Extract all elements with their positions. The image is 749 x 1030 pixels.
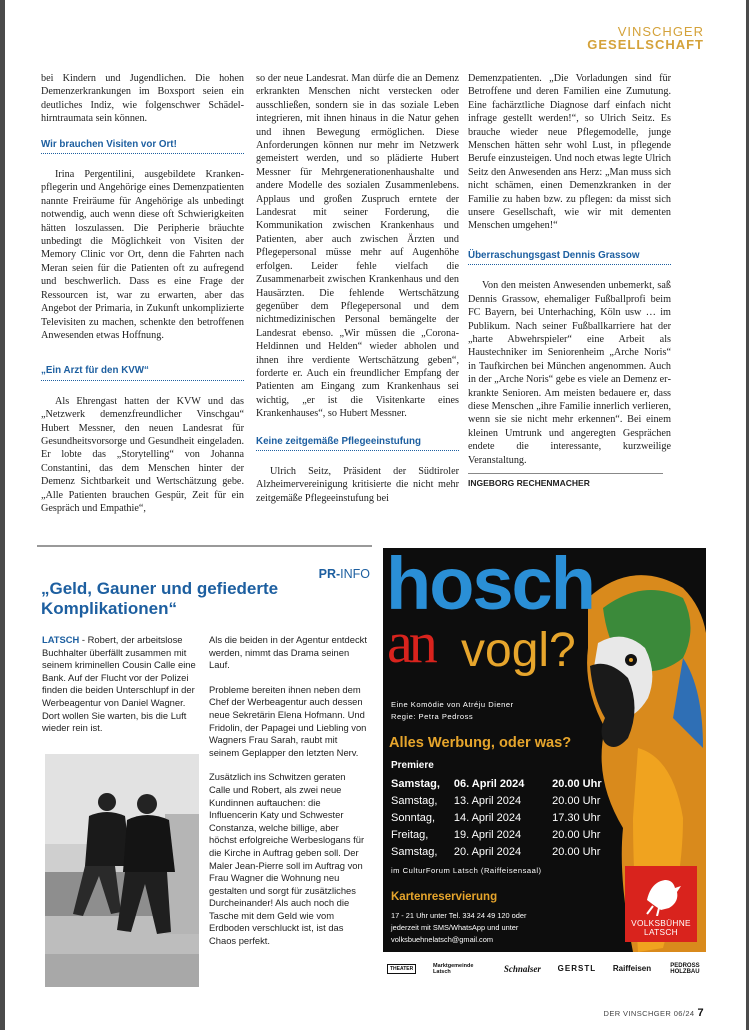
ad-title-vogl: vogl? — [461, 624, 576, 677]
pr-paragraph — [42, 634, 200, 735]
paragraph: Demenzpatienten. „Die Vorladungen sind für Betroffene und deren Familien eine Zumutung. Eine fachärztliche Diagnose darf einfach nicht infrage gestellt werden!“, so Ulrich Seitz. Es brauche wieder neue Pflegemodelle, junge Menschen hätten sehr wohl Lust, in pflegende Berufe einzusteigen. Und noch etwas legte Ulrich Seitz den Anwesenden ans Herz: „Man muss sich nicht schämen, einen Demenzkranken in der Familie zu haben bzw. zu pflegen: da misst sich unsere Gesellschaft, wie wir mit dementen Menschen umgehen!“ — [468, 73, 671, 232]
actors-photo — [45, 754, 199, 987]
sponsor-theater-logo: THEATER — [387, 964, 416, 974]
pr-tag-bold: PR- — [318, 567, 341, 581]
section-header-bottom: GESELLSCHAFT — [587, 37, 704, 52]
ad-date: 20. April 2024 — [453, 846, 522, 858]
ad-info-line: jederzeit mit SMS/WhatsApp und unter — [391, 923, 519, 932]
ad-day: Freitag, — [391, 829, 429, 841]
pr-paragraph: Als die beiden in der Agentur entdeckt werden, nimmt das Drama seinen Lauf. — [209, 634, 367, 671]
theatre-advertisement — [383, 548, 706, 985]
ad-date: 14. April 2024 — [453, 812, 522, 824]
ad-date: 13. April 2024 — [453, 795, 522, 807]
pr-paragraph: Zusätzlich ins Schwitzen geraten Calle und Robert, als zwei neue Kundinnen auftauchen: die Influencerin Katy und Schwester Constanza, welche billige, aber höchst erfolgreiche Werbeslogans für die Kirche in Auftrag geben soll. Der Maler Jean-Pierre soll im Auftrag von Frau Wagner die Wohnung neu gestalten und sorgt für zusätzliches Durcheinander! Als auch noch die Tasche mit dem Geld wie vom Erdboden verschluckt ist, ist das Chaos perfekt. — [209, 771, 365, 947]
pr-info-box — [37, 545, 372, 990]
section-header-top: VINSCHGER — [617, 24, 704, 39]
pr-column-2 — [209, 634, 367, 960]
volksbuehne-logo — [625, 866, 697, 942]
ad-time: 17.30 Uhr — [552, 812, 601, 824]
paragraph: Irina Pergentilini, ausgebildete Krankenpflegerin und Angehörige eines Demenzpatienten nannte Freiräume für Angehörige als unbedingt notwendig, auch wenn diese oft Schwierigkeiten hätten loszulassen. Die Peripherie bräuchte unbedingt die Möglichkeit von Visiten der Memory Clinic vor Ort, denn die Fahrten nach Meran seien für die Patienten oft zu aufregend und beschwerlich. Dass es eine Frage der Ressourcen ist, war zu erwarten, aber das Angebot der Primaria, in Zukunft unkomplizierte Televisiten zu machen, schenkte den betroffenen Anwesenden etwas Hoffnung. — [41, 169, 244, 341]
footer-label: DER VINSCHGER 06/24 — [603, 1009, 695, 1018]
ad-day: Samstag, — [391, 795, 438, 807]
ad-date-row — [391, 810, 611, 827]
ad-info-line: volksbuehnelatsch@gmail.com — [391, 935, 493, 944]
dateline: LATSCH — [42, 634, 80, 645]
ad-time: 20.00 Uhr — [552, 846, 601, 858]
ad-date-row — [391, 844, 611, 861]
magazine-page — [5, 0, 746, 1030]
ad-day: Sonntag, — [391, 812, 436, 824]
ad-date-row — [391, 776, 611, 793]
ad-reservation-heading: Kartenreservierung — [391, 891, 498, 903]
sponsor-schnalser-logo: Schnalser — [503, 963, 541, 974]
page-number: 7 — [697, 1007, 704, 1019]
paragraph: so der neue Landesrat. Man dürfe die an Demenz erkrankten Menschen nicht verstecken oder ausschließen, sondern sie in das soziale Leben integrieren, mit ihnen hinaus in die Natur gehen und ihnen Bewegung ermöglichen. Diese Anforderungen können nur mehr im Netzwerk gemeistert werden, und so plädierte Hubert Messner für Mehrgenerationenhaushalte und andere Modelle des sozialen Zusammenlebens. Applaus und großen Zuspruch erntete der Landesrat mit seiner Forderung, die Kommunikation zwischen Krankenhaus und Patienten, aber auch zwischen Ärzten und Pflegepersonal müsse mehr auf Augenhöhe erfolgen. Leider fehle vielfach die Zusammenarbeit zwischen Krankenhaus und den Hausärzten. Die fehlende Wertschätzung gegenüber dem Pflegepersonal und dem nichtmedizinischen Personal bemängelte der Landesrat ebenso. „Wir müssen die „Corona-Heldinnen und Helden“ wieder abholen und ihnen ihre verdiente Wertschätzung geben“, forderte er. Auch ein freundlicher Empfang der Patienten am Eingang zum Krankenhaus sei wichtig, „er ist die Visitenkarte eines Krankenhauses“, so Hubert Messner. — [256, 73, 459, 420]
actors-photo-image — [45, 754, 199, 987]
article-column-1 — [41, 72, 244, 515]
paragraph: Von den meisten Anwesenden unbemerkt, saß Dennis Grassow, ehemaliger Fußballprofi beim FC Bayern, bei Unterhaching, Köln usw … im Publikum. Nach seiner Fußballkarriere hat der „harte Abwehrspieler“ eine Arbeit als Haustechniker im Seniorenheim „Arche Noris“ in Taufkirchen bei München angenommen. Auch in der „Arche Noris“ gebe es viele an Demenz erkrankte Senioren. Am meisten bedauere er, dass diese Menschen „ihre Familie innerlich verlieren, wenn sie sie nicht mehr erkennen“. Bei einem kleinen Umtrunk und angeregten Gesprächen endete die interessante, kurzweilige Veranstaltung. — [468, 280, 671, 466]
volksbuehne-text — [625, 919, 697, 937]
bird-icon — [625, 870, 697, 916]
article-column-2 — [256, 72, 459, 505]
pr-title: „Geld, Gauner und gefiederte Komplikationen“ — [41, 579, 279, 618]
ad-info-line: 17 - 21 Uhr unter Tel. 334 24 49 120 oder — [391, 911, 527, 920]
author-byline: INGEBORG RECHENMACHER — [468, 473, 663, 490]
sponsor-gerstl-logo: GERSTL — [557, 964, 597, 973]
ad-date-row — [391, 793, 611, 810]
sponsor-raiffeisen-logo: Raiffeisen — [612, 964, 652, 973]
ad-date-row — [391, 827, 611, 844]
vb-line1: VOLKSBÜHNE — [631, 918, 691, 928]
pr-paragraph: Probleme bereiten ihnen neben dem Chef der Werbeagentur auch dessen neue Sekretärin Elena Hofmann. Und Fridolin, der Papagei und Liebling von Wagners Frau Sarah, raubt mit seinem Geplapper den letzten Nerv. — [209, 683, 367, 758]
page-footer — [604, 1007, 705, 1019]
ad-subtitle: Alles Werbung, oder was? — [389, 735, 572, 751]
ad-dates-list — [391, 776, 611, 861]
article-column-3 — [468, 72, 671, 490]
ad-time: 20.00 Uhr — [552, 829, 601, 841]
ad-title-an: an — [387, 610, 434, 675]
sponsor-bar — [383, 952, 706, 985]
ad-comedy-credit: Eine Komödie von Atréju Diener — [391, 700, 514, 709]
paragraph: bei Kindern und Jugendlichen. Die hohen Demenzerkrankungen im Boxsport seien ein deutliches Indiz, wie folgenschwer Schädelhirntraumata sein können. — [41, 73, 244, 125]
ad-date: 06. April 2024 — [453, 778, 525, 790]
ad-venue: im CulturForum Latsch (Raiffeisensaal) — [391, 866, 542, 875]
subheading: Keine zeitgemäße Pflegeeinstufung — [256, 427, 459, 451]
ad-day: Samstag, — [391, 846, 438, 858]
ad-premiere-label: Premiere — [391, 760, 434, 771]
paragraph: Ulrich Seitz, Präsident der Südtiroler Alzheimervereinigung kritisierte die nicht mehr zeitgemäße Pflegeeinstufung bei — [256, 465, 459, 504]
ad-date: 19. April 2024 — [453, 829, 522, 841]
pr-tag-light: INFO — [340, 567, 370, 581]
ad-title-hosch: hosch — [386, 548, 594, 625]
sponsor-pedross-logo: PEDROSS HOLZBAU — [670, 962, 700, 975]
vb-line2: LATSCH — [644, 927, 678, 937]
sponsor-latsch-logo: Marktgemeinde Latsch — [433, 962, 474, 975]
paragraph: Als Ehrengast hatten der KVW und das „Netzwerk demenzfreundlicher Vinschgau“ Hubert Messner, den neuen Landesrat für Gesundheitsvorsorge und Gesundheit eingeladen. Er lobte das „Storytelling“ von Johanna Constantini, das dem Menschen hinter der Demenz Sichtbarkeit und Wertschätzung gebe. „Alle Patienten brauchen Gespür, Zeit für ein Gespräch und Empathie“, — [41, 395, 244, 514]
subheading: „Ein Arzt für den KVW“ — [41, 356, 244, 380]
pr-text: - Robert, der arbeitslose Buchhalter überfällt zusammen mit seinem kriminellen Cousin Calle eine Bank. Auf der Flucht vor der Polizei finden die beiden Unterschlupf in der Werbeagentur von Daniel Wagner. Dort wollen Sie warten, bis die Luft wieder rein ist. — [42, 634, 196, 734]
ad-day: Samstag, — [391, 778, 440, 790]
ad-time: 20.00 Uhr — [552, 795, 601, 807]
subheading: Überraschungsgast Dennis Grassow — [468, 241, 671, 265]
ad-reservation-info — [391, 910, 526, 946]
pr-column-1 — [42, 634, 200, 747]
subheading: Wir brauchen Visiten vor Ort! — [41, 130, 244, 154]
ad-time: 20.00 Uhr — [552, 778, 602, 790]
ad-director-credit: Regie: Petra Pedross — [391, 712, 474, 721]
